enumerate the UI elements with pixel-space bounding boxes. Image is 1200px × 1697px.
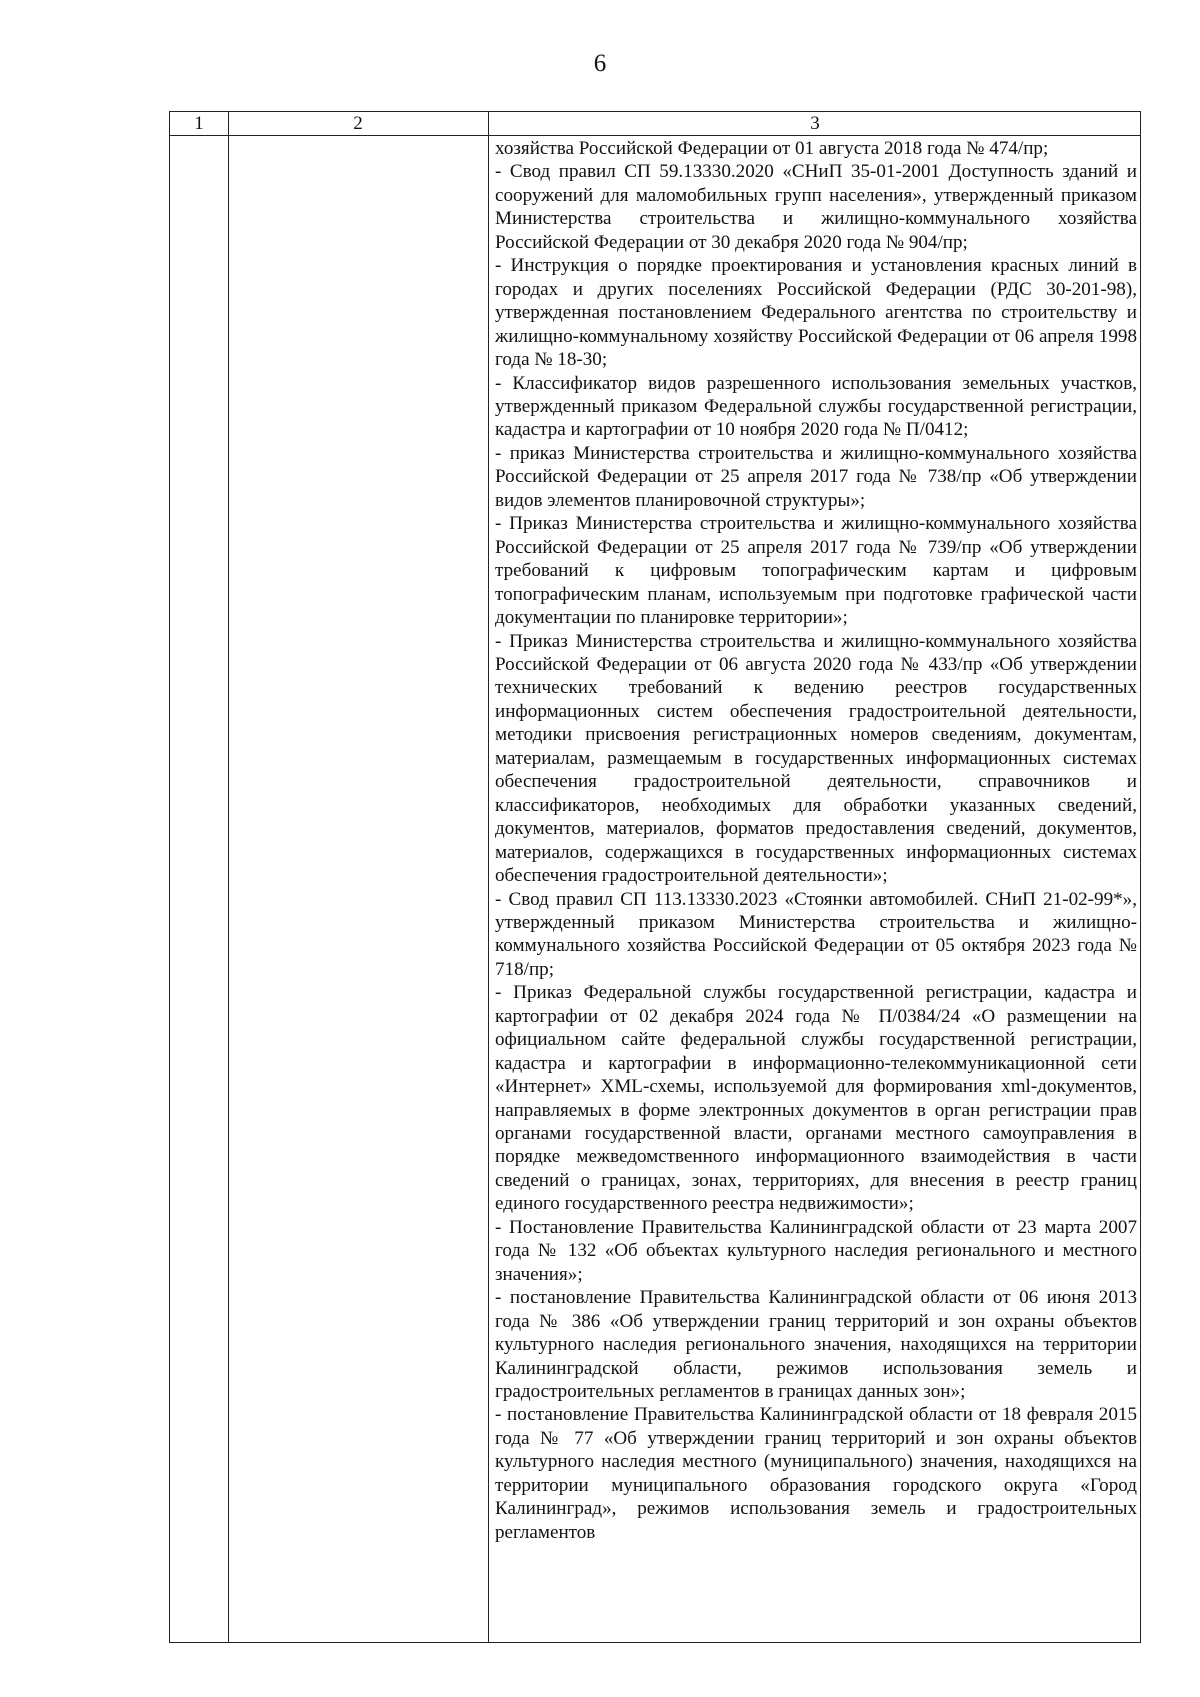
column-divider [228, 112, 229, 1642]
page-number: 6 [593, 50, 607, 77]
list-item: - Классификатор видов разрешенного использования земельных участков, утвержденный приказом Федеральной службы государственной регистрации, кадастра и картографии от 10 ноября 2020 года № П/0412; [495, 372, 1137, 441]
list-item: - Постановление Правительства Калининградской области от 23 марта 2007 года № 132 «Об объектах культурного наследия регионального и местного значения»; [495, 1216, 1137, 1285]
list-item: - Инструкция о порядке проектирования и установления красных линий в городах и других поселениях Российской Федерации (РДС 30-201-98), утвержденная постановлением Федерального агентства по строительству и жилищно-коммунальному хозяйству Российской Федерации от 06 апреля 1998 года № 18-30; [495, 255, 1137, 371]
column-3-content [495, 137, 1137, 1544]
list-item: хозяйства Российской Федерации от 01 августа 2018 года № 474/пр; [495, 138, 1049, 159]
list-item: - Приказ Министерства строительства и жилищно-коммунального хозяйства Российской Федерации от 25 апреля 2017 года № 739/пр «Об утверждении требований к цифровым топографическим картам и цифровым топографическим планам, используемым при подготовке графической части документации по планировке территории»; [495, 513, 1137, 629]
list-item: - приказ Министерства строительства и жилищно-коммунального хозяйства Российской Федерации от 25 апреля 2017 года № 738/пр «Об утверждении видов элементов планировочной структуры»; [495, 442, 1137, 511]
header-divider [170, 135, 1140, 136]
list-item: - Приказ Федеральной службы государственной регистрации, кадастра и картографии от 02 декабря 2024 года № П/0384/24 «О размещении на официальном сайте федеральной службы государственной регистрации, кадастра и картографии в информационно-телекоммуникационной сети «Интернет» XML-схемы, используемой для формирования xml-документов, направляемых в форме электронных документов в орган регистрации прав органами государственной власти, органами местного самоуправления в порядке межведомственного информационного взаимодействия в части сведений о границах, зонах, территориях, для внесения в реестр границ единого государственного реестра недвижимости»; [495, 982, 1137, 1215]
list-item: - Свод правил СП 113.13330.2023 «Стоянки автомобилей. СНиП 21-02-99*», утвержденный приказом Министерства строительства и жилищно-коммунального хозяйства Российской Федерации от 05 октября 2023 года № 718/пр; [495, 888, 1137, 980]
list-item: - Свод правил СП 59.13330.2020 «СНиП 35-01-2001 Доступность зданий и сооружений для маломобильных групп населения», утвержденный приказом Министерства строительства и жилищно-коммунального хозяйства Российской Федерации от 30 декабря 2020 года № 904/пр; [495, 161, 1137, 253]
column-header-3: 3 [810, 113, 820, 134]
column-divider [488, 112, 489, 1642]
list-item: - постановление Правительства Калининградской области от 06 июня 2013 года № 386 «Об утверждении границ территорий и зон охраны объектов культурного наследия регионального значения, находящихся на территории Калининградской области, режимов использования земель и градостроительных регламентов в границах данных зон»; [495, 1287, 1137, 1403]
column-header-2: 2 [353, 113, 363, 134]
list-item: - постановление Правительства Калининградской области от 18 февраля 2015 года № 77 «Об утверждении границ территорий и зон охраны объектов культурного наследия местного (муниципального) значения, находящихся на территории муниципального образования городского округа «Город Калининград», режимов использования земель и градостроительных регламентов [495, 1404, 1137, 1543]
list-item: - Приказ Министерства строительства и жилищно-коммунального хозяйства Российской Федерации от 06 августа 2020 года № 433/пр «Об утверждении технических требований к ведению реестров государственных информационных систем обеспечения градостроительной деятельности, методики присвоения регистрационных номеров сведениям, документам, материалам, размещаемым в государственных информационных системах обеспечения градостроительной деятельности, справочников и классификаторов, необходимых для обработки указанных сведений, документов, материалов, форматов предоставления сведений, документов, материалов, содержащихся в государственных информационных системах обеспечения градостроительной деятельности»; [495, 630, 1137, 887]
column-header-1: 1 [194, 113, 204, 134]
regulations-table [169, 111, 1141, 1643]
